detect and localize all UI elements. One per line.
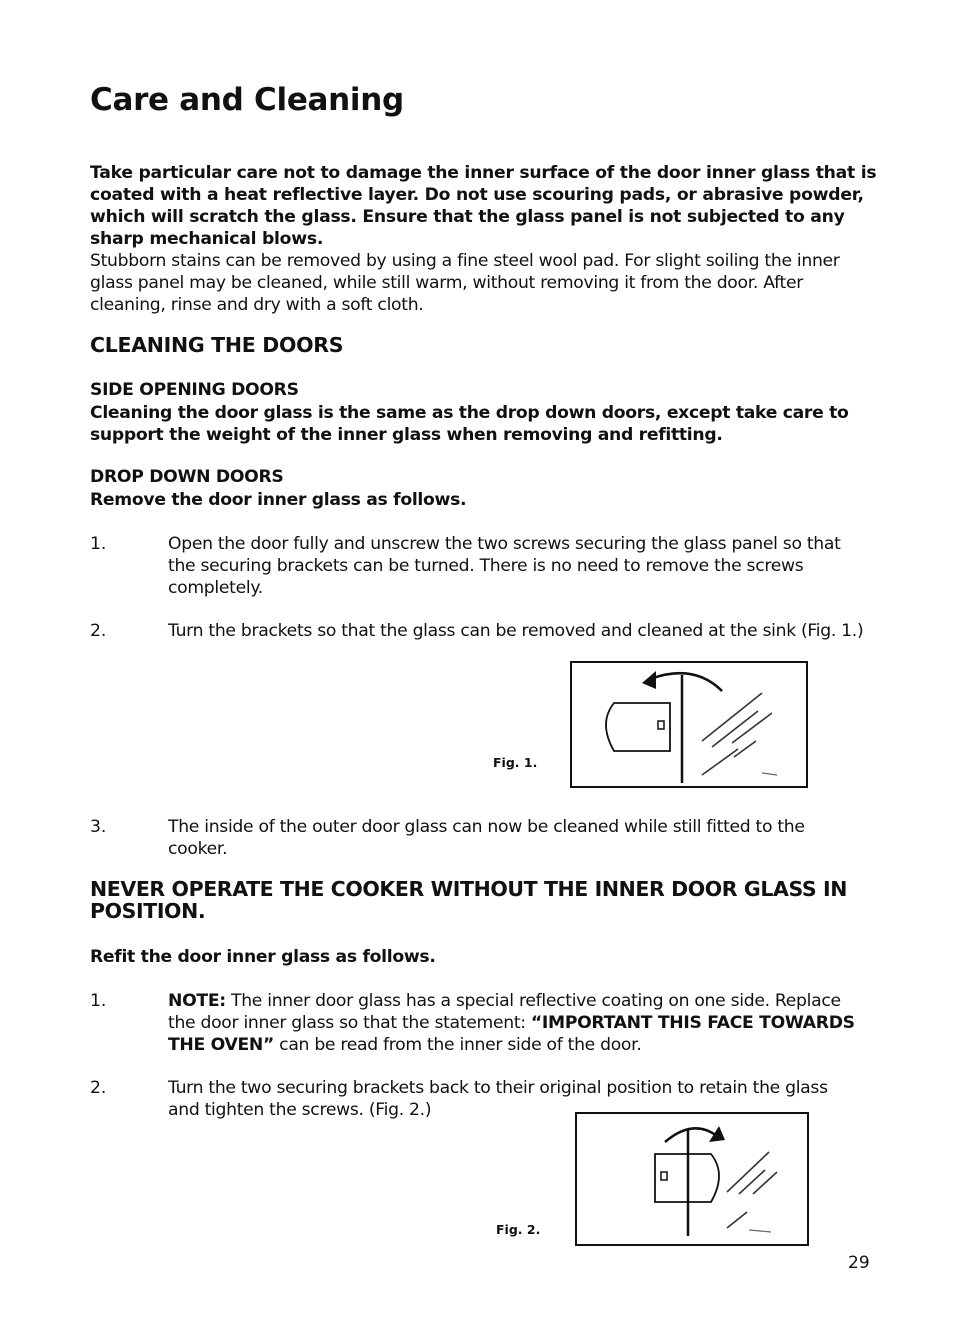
step-number: 1. [90, 991, 107, 1011]
refit-step-2: Turn the two securing brackets back to their original position to retain the glass and tighten the screws. (Fig. 2.) [168, 1078, 828, 1120]
remove-step-2: Turn the brackets so that the glass can be removed and cleaned at the sink (Fig. 1.) [168, 621, 864, 641]
drop-down-subheading: Remove the door inner glass as follows. [90, 490, 467, 510]
bracket-turn-out-illustration [572, 663, 806, 786]
intro-paragraph: Stubborn stains can be removed by using a fine steel wool pad. For slight soiling the inner glass panel may be cleaned, while still warm, without removing it from the door. After cleaning, rinse and dry with a soft cloth. [90, 251, 840, 315]
step-number: 2. [90, 1078, 107, 1098]
fig1-caption: Fig. 1. [493, 755, 538, 770]
remove-step-3: The inside of the outer door glass can now be cleaned while still fitted to the cooker. [168, 817, 805, 859]
note-text-a: The inner door glass has a special reflective coating on one side. Replace the door inner glass so that the statement: [168, 991, 841, 1033]
section-heading-cleaning-doors: CLEANING THE DOORS [90, 333, 344, 357]
drop-down-heading: DROP DOWN DOORS [90, 467, 284, 487]
bracket-turn-back-illustration [577, 1114, 807, 1244]
remove-step-1: Open the door fully and unscrew the two screws securing the glass panel so that the securing brackets can be turned. There is no need to remove the screws completely. [168, 534, 841, 598]
important-statement: “IMPORTANT THIS FACE TOWARDS THE OVEN” [168, 1013, 855, 1055]
page-title: Care and Cleaning [90, 82, 404, 118]
step-number: 3. [90, 817, 107, 837]
fig2-caption: Fig. 2. [496, 1222, 541, 1237]
figure-2 [575, 1112, 809, 1246]
glass-care-warning: Take particular care not to damage the inner surface of the door inner glass that is coated with a heat reflective layer. Do not use scouring pads, or abrasive powder, which will scratch the glass. Ensure that the glass panel is not subjected to any sharp mechanical blows. [90, 163, 877, 249]
step-number: 1. [90, 534, 107, 554]
page-number: 29 [848, 1253, 870, 1273]
note-label: NOTE: [168, 991, 226, 1011]
figure-1 [570, 661, 808, 788]
note-text-b: can be read from the inner side of the door. [274, 1035, 642, 1055]
side-opening-heading: SIDE OPENING DOORS [90, 380, 299, 400]
refit-step-1 [168, 990, 868, 1056]
step-number: 2. [90, 621, 107, 641]
refit-heading: Refit the door inner glass as follows. [90, 947, 436, 967]
never-operate-warning: NEVER OPERATE THE COOKER WITHOUT THE INNER DOOR GLASS IN POSITION. [90, 877, 847, 923]
side-opening-text: Cleaning the door glass is the same as the drop down doors, except take care to support the weight of the inner glass when removing and refitting. [90, 403, 849, 445]
